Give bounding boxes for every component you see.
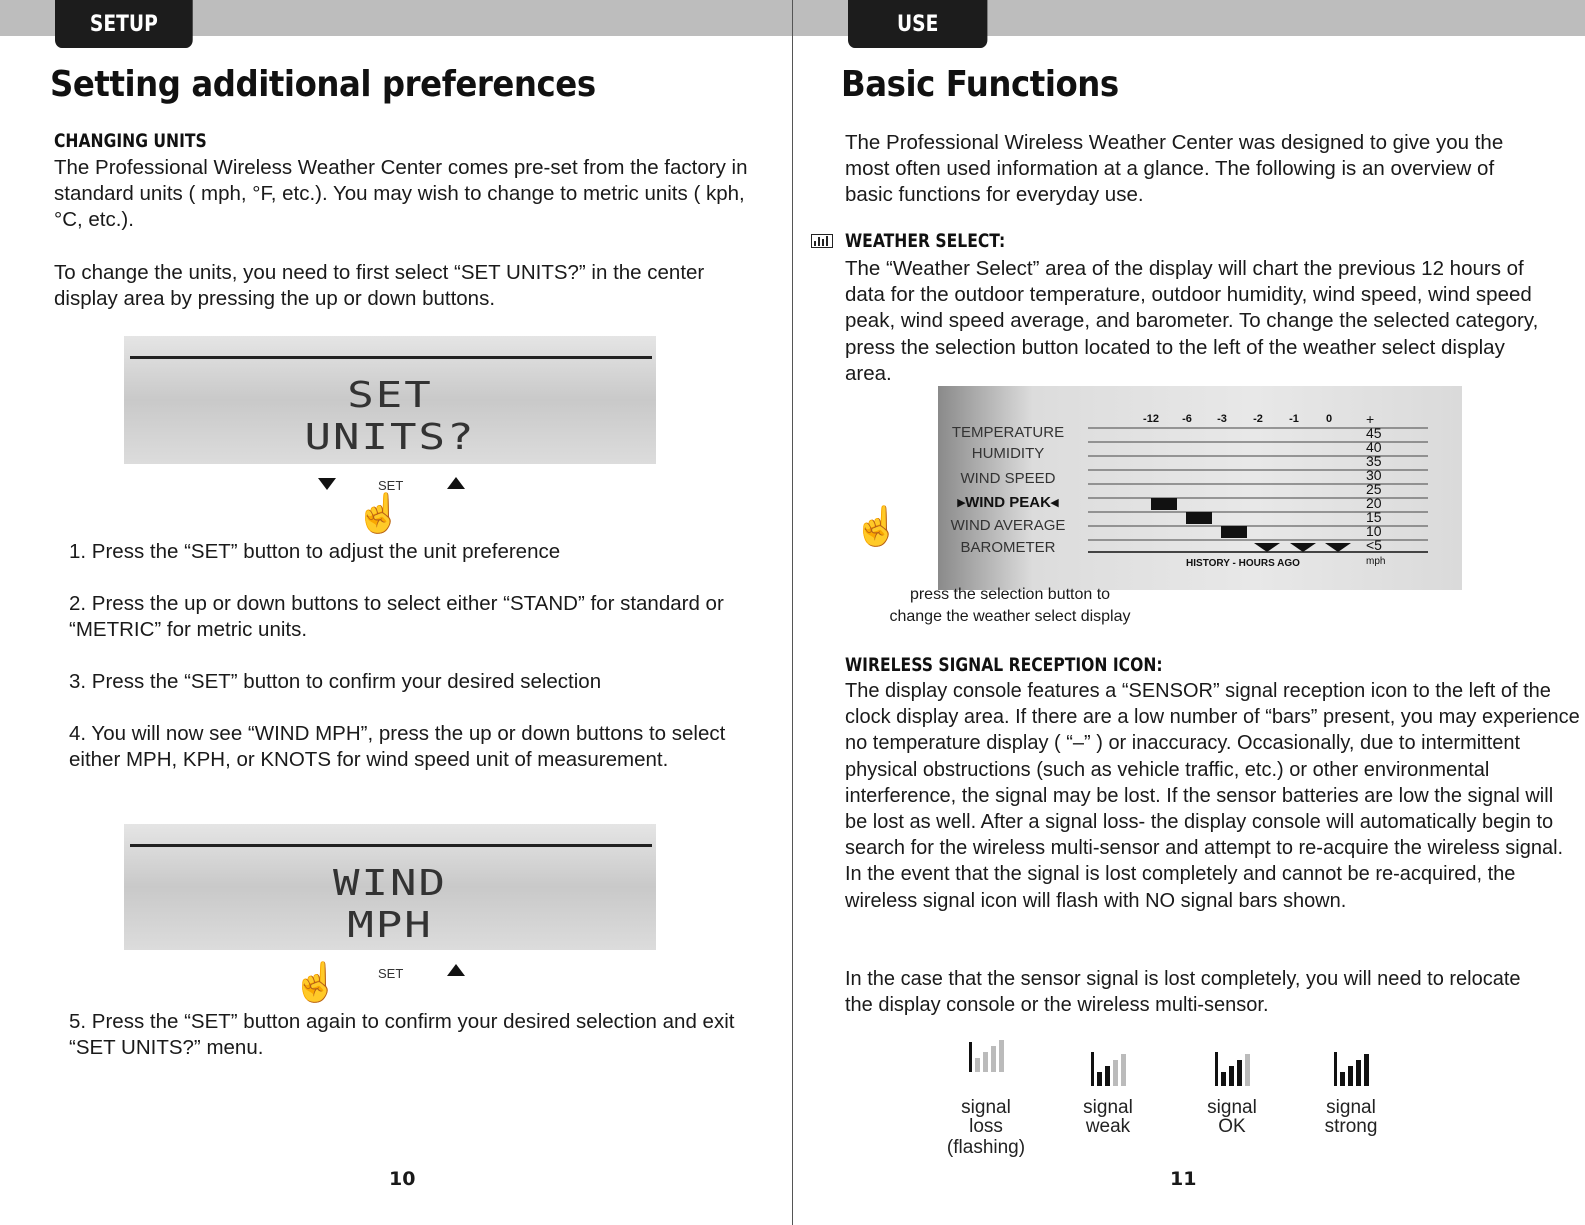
bar-mark: [1221, 526, 1247, 538]
page-title: Basic Functions: [841, 64, 1119, 105]
arrow-mark: [1254, 543, 1280, 552]
lcd-line2: MPH: [347, 905, 433, 946]
history-chart: [938, 386, 1462, 590]
lcd-set-units: [124, 336, 656, 464]
selection-button-hand-icon[interactable]: ☝: [853, 506, 901, 548]
step-item: 4. You will now see “WIND MPH”, press the up or down buttons to select either MPH, KPH, or KNOTS for wind speed unit of measurement.: [69, 722, 726, 772]
category-barometer: BAROMETER: [960, 539, 1056, 556]
instruction-text: To change the units, you need to first select “SET UNITS?” in the center display area by pressing the up or down buttons.: [54, 261, 705, 311]
hour-label: -12: [1143, 413, 1159, 425]
signal-strong-icon: [1306, 1048, 1396, 1086]
wireless-text-2: In the case that the sensor signal is lost completely, you will need to relocate the display console or the wireless multi-sensor.: [845, 968, 1521, 1017]
wireless-text: The display console features a “SENSOR” signal reception icon to the left of the clock display area. If there are a low number of “bars” present, you may experience no temperature display ( “–” ) or inaccuracy. Occasionally, due to intermittent physical obstructions (such as vehicle traffic, etc.) or other environmental interference, the signal may be lost. If the sensor batteries are low the signal will be lost as well. After a signal loss- the display console will automatically begin to search for the wireless multi-sensor and attempt to re-acquire the wireless signal. In the event that the signal is lost completely and cannot be re-acquired, the wireless signal icon will flash with NO signal bars shown.: [845, 680, 1580, 912]
up-button[interactable]: [447, 964, 465, 976]
hour-label: -2: [1253, 413, 1263, 425]
intro-text: The Professional Wireless Weather Center was designed to give you the most often used information at a glance. The following is an overview of basic functions for everyday use.: [845, 131, 1504, 207]
hour-label: 0: [1325, 413, 1333, 425]
bar-mark: [1151, 498, 1177, 510]
scale-label: 10: [1366, 523, 1382, 539]
category-wind-peak: ▸WIND PEAK◂: [957, 494, 1059, 511]
history-label: HISTORY - HOURS AGO: [1186, 558, 1300, 569]
hour-label: -6: [1182, 413, 1192, 425]
category-temperature: TEMPERATURE: [951, 424, 1065, 441]
setup-tab: SETUP: [55, 0, 193, 48]
signal-weak-item: signal weak: [1063, 1048, 1153, 1136]
step-item: 2. Press the up or down buttons to select either “STAND” for standard or “METRIC” for metric units.: [69, 592, 724, 642]
step-item: 5. Press the “SET” button again to confirm your desired selection and exit “SET UNITS?” menu.: [69, 1010, 735, 1060]
step-item: 3. Press the “SET” button to confirm your desired selection: [69, 670, 602, 693]
step-item: 1. Press the “SET” button to adjust the unit preference: [69, 540, 561, 563]
unit-label: mph: [1366, 556, 1386, 567]
category-humidity: HUMIDITY: [971, 445, 1045, 462]
signal-loss-item: signal loss (flashing): [938, 1034, 1034, 1157]
signal-strong-item: signal strong: [1306, 1048, 1396, 1136]
set-label: SET: [378, 966, 404, 981]
signal-loss-icon: [938, 1034, 1034, 1072]
scale-label: 35: [1366, 453, 1382, 469]
signal-weak-icon: [1063, 1048, 1153, 1086]
page-number: 10: [389, 1168, 416, 1190]
set-label: SET: [378, 478, 404, 493]
wireless-heading: WIRELESS SIGNAL RECEPTION ICON:: [845, 654, 1163, 676]
use-tab: USE: [848, 0, 987, 48]
scale-label: <5: [1366, 537, 1382, 553]
lcd-line1: SET: [347, 375, 433, 416]
pointing-hand-icon: ☝: [355, 493, 403, 535]
chart-icon: [811, 234, 833, 248]
lcd-wind-mph: [124, 824, 656, 950]
scale-label: 15: [1366, 509, 1382, 525]
weather-select-heading: WEATHER SELECT:: [845, 230, 1006, 252]
category-wind-average: WIND AVERAGE: [950, 517, 1066, 534]
right-page: [793, 0, 1585, 1225]
scale-label: 40: [1366, 439, 1382, 455]
intro-text: The Professional Wireless Weather Center comes pre-set from the factory in standard units ( mph, °F, etc.). You may wish to change to metric units ( kph, °C, etc.).: [54, 156, 748, 232]
bar-mark: [1186, 512, 1212, 524]
weather-select-display: [938, 386, 1462, 590]
pointing-hand-icon: ☝: [292, 962, 340, 1004]
weather-select-caption: press the selection button to change the weather select display: [889, 586, 1131, 625]
scale-label: 30: [1366, 467, 1382, 483]
page-title: Setting additional preferences: [50, 64, 596, 105]
lcd-line2: UNITS?: [304, 417, 476, 458]
up-button[interactable]: [447, 477, 465, 489]
scale-label: 45: [1366, 425, 1382, 441]
category-wind-speed: WIND SPEED: [960, 470, 1056, 487]
arrow-mark: [1290, 543, 1316, 552]
scale-top: +: [1366, 411, 1375, 427]
signal-ok-icon: [1187, 1048, 1277, 1086]
signal-ok-item: signal OK: [1187, 1048, 1277, 1136]
arrow-mark: [1325, 543, 1351, 552]
lcd-line1: WIND: [333, 863, 447, 904]
hour-label: -3: [1217, 413, 1227, 425]
weather-select-text: The “Weather Select” area of the display will chart the previous 12 hours of data for the outdoor temperature, outdoor humidity, wind speed, wind speed peak, wind speed average, and barometer. To change the selected category, press the selection button located to the left of the weather select display area.: [845, 257, 1539, 385]
down-button[interactable]: [318, 478, 336, 490]
scale-label: 20: [1366, 495, 1382, 511]
scale-label: 25: [1366, 481, 1382, 497]
hour-label: -1: [1289, 413, 1299, 425]
page-number: 11: [1170, 1168, 1197, 1190]
section-heading: CHANGING UNITS: [54, 130, 207, 152]
